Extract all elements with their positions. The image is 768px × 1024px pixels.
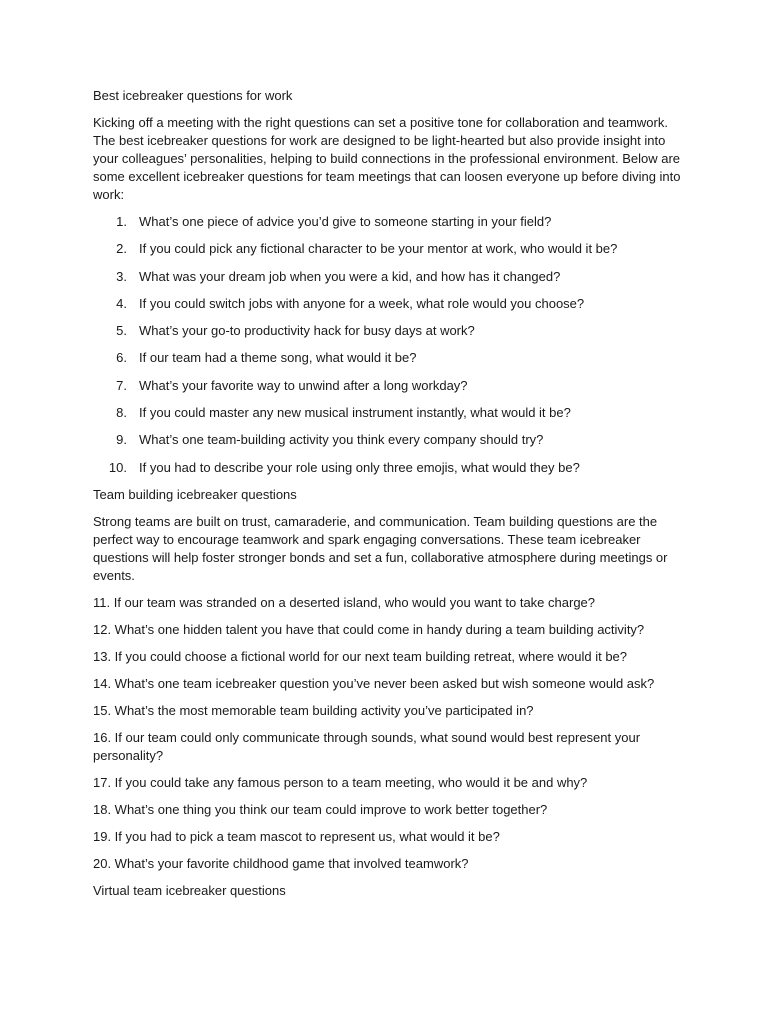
list-item: 20. What’s your favorite childhood game that involved teamwork? (93, 855, 469, 871)
list-item (93, 431, 683, 458)
list-item (93, 295, 683, 322)
list-item: 19. If you had to pick a team mascot to represent us, what would it be? (93, 828, 500, 844)
work-questions-list (93, 213, 683, 477)
section-heading-team-building: Team building icebreaker questions (93, 486, 297, 502)
list-item-text: If you could pick any fictional character to be your mentor at work, who would it be? (139, 241, 618, 257)
section-heading-virtual-team: Virtual team icebreaker questions (93, 882, 286, 898)
list-item-text: If our team had a theme song, what would it be? (139, 350, 417, 366)
list-number: 1. (116, 214, 127, 229)
list-item: 18. What’s one thing you think our team could improve to work better together? (93, 801, 548, 817)
list-item: 11. If our team was stranded on a deserted island, who would you want to take charge? (93, 594, 596, 610)
list-number: 3. (116, 268, 127, 284)
list-item (93, 404, 683, 431)
list-item (93, 459, 683, 477)
list-number: 4. (116, 295, 127, 311)
list-item: 15. What’s the most memorable team building activity you’ve participated in? (93, 702, 534, 718)
list-item-text: What’s one team-building activity you think every company should try? (139, 432, 544, 448)
list-number: 5. (116, 323, 127, 339)
list-item-text: What was your dream job when you were a kid, and how has it changed? (139, 268, 561, 284)
list-item-text: What’s your favorite way to unwind after a long workday? (139, 377, 468, 393)
list-item: 12. What’s one hidden talent you have that could come in handy during a team building activity? (93, 621, 645, 637)
list-item: 13. If you could choose a fictional world for our next team building retreat, where would it be? (93, 648, 628, 664)
list-item-text: If you could master any new musical instrument instantly, what would it be? (139, 405, 571, 421)
list-number: 9. (116, 432, 127, 448)
list-item (93, 322, 683, 349)
list-item-text: What’s your go-to productivity hack for busy days at work? (139, 323, 475, 339)
list-item (93, 268, 683, 295)
list-item: 16. If our team could only communicate through sounds, what sound would best represent your personality? (93, 729, 641, 763)
list-item-text: What’s one piece of advice you’d give to someone starting in your field? (139, 214, 552, 229)
list-number: 2. (116, 241, 127, 257)
intro-paragraph: Kicking off a meeting with the right questions can set a positive tone for collaboration and teamwork. The best icebreaker questions for work are designed to be light-hearted but also provide insight into your colleagues’ personalities, helping to build connections in the professional environment. Below are some excellent icebreaker questions for team meetings that can loosen everyone up before diving into work: (93, 115, 681, 202)
list-item (93, 377, 683, 404)
list-item-text: If you had to describe your role using only three emojis, what would they be? (139, 459, 580, 475)
list-item (93, 213, 683, 240)
list-number: 7. (116, 377, 127, 393)
list-item (93, 349, 683, 376)
team-intro-paragraph: Strong teams are built on trust, camaraderie, and communication. Team building questions are the perfect way to encourage teamwork and spark engaging conversations. These team icebreaker questions will help foster stronger bonds and set a fun, collaborative atmosphere during meetings or events. (93, 513, 668, 583)
list-number: 8. (116, 405, 127, 421)
list-item: 17. If you could take any famous person to a team meeting, who would it be and why? (93, 774, 588, 790)
document-title: Best icebreaker questions for work (93, 88, 293, 103)
list-item (93, 240, 683, 267)
list-number: 10. (108, 459, 127, 475)
document-page (93, 87, 683, 900)
list-item: 14. What’s one team icebreaker question you’ve never been asked but wish someone would ask? (93, 675, 655, 691)
team-questions-list (93, 594, 683, 873)
list-item-text: If you could switch jobs with anyone for a week, what role would you choose? (139, 295, 585, 311)
list-number: 6. (116, 350, 127, 366)
